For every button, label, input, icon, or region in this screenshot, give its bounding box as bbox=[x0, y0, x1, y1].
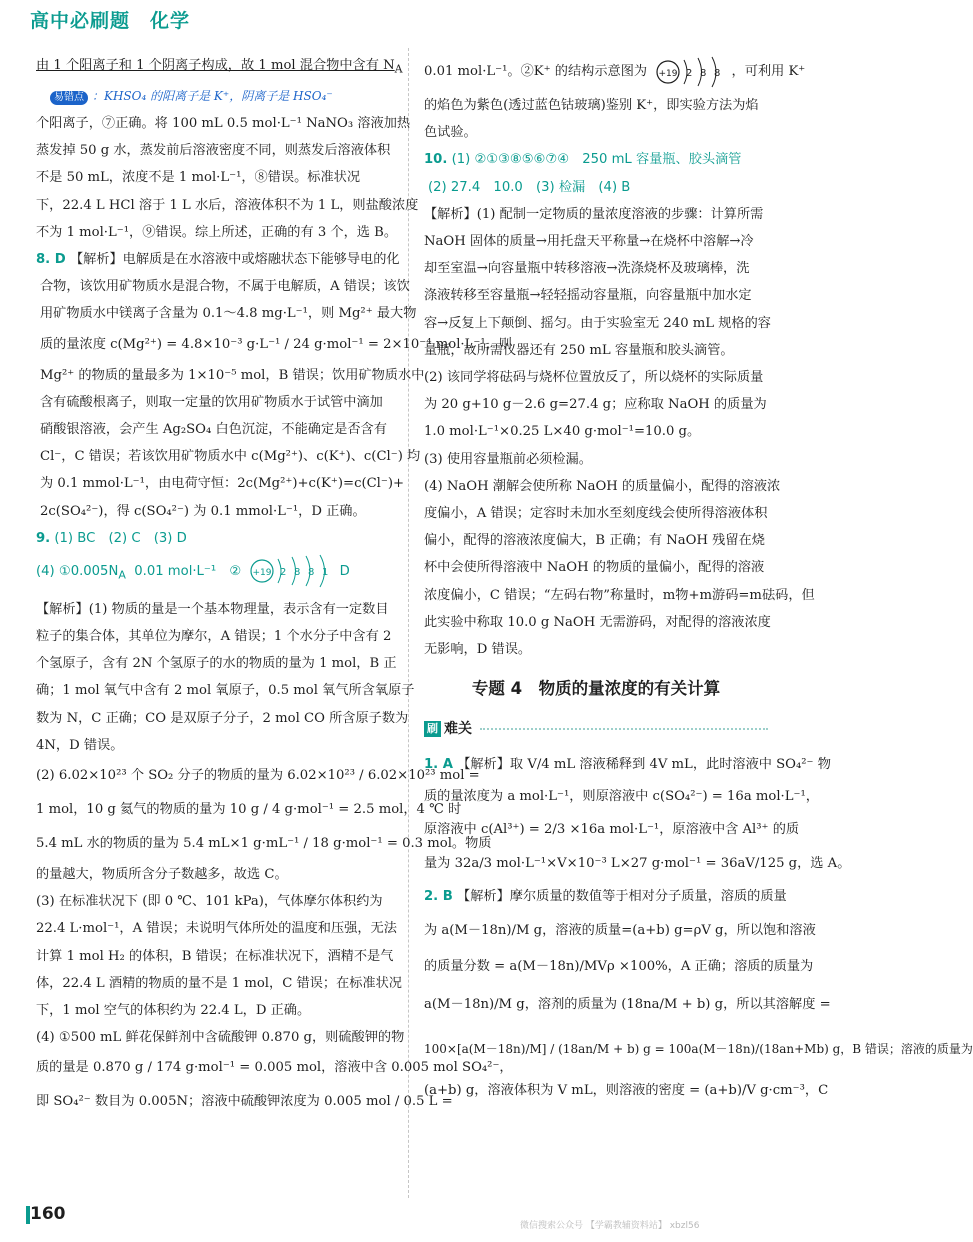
text-line: 合物，该饮用矿物质水是混合物，不属于电解质，A 错误；该饮 bbox=[40, 279, 410, 295]
banner-rule bbox=[480, 728, 768, 730]
answer-line: (1) ②①③⑧⑤⑥⑦④ 250 mL 容量瓶、胶头滴管 bbox=[451, 152, 742, 168]
watermark: 微信搜索公众号 【学霸教辅资料站】 xbzl56 bbox=[520, 1221, 700, 1231]
right-column bbox=[424, 52, 973, 1109]
text-line: 计算 1 mol H₂ 的体积，B 错误；在标准状况下，酒精不是气 bbox=[36, 948, 394, 964]
text-line: 含有硫酸根离子，则取一定量的饮用矿物质水于试管中滴加 bbox=[40, 394, 383, 410]
page-header-title: 高中必刷题 化学 bbox=[30, 10, 191, 32]
formula-line: 即 SO₄²⁻ 数目为 0.005N；溶液中硫酸钾浓度为 0.005 mol / 0.5 L = bbox=[36, 1094, 453, 1110]
text-line: 由 1 个阳离子和 1 个阴离子构成，故 1 mol 混合物中含有 $N_A$ bbox=[36, 58, 403, 76]
text-line: 2c(SO₄²⁻)，得 c(SO₄²⁻) 为 0.1 mmol·L⁻¹，D 正确。 bbox=[40, 503, 366, 519]
text-line: 容→反复上下颠倒、摇匀。由于实验室无 240 mL 规格的容 bbox=[424, 315, 771, 331]
text-line: 22.4 L·mol⁻¹，A 错误；未说明气体所处的温度和压强，无法 bbox=[36, 921, 397, 937]
question-10 bbox=[424, 146, 815, 663]
formula-line: 5.4 mL 水的物质的量为 5.4 mL×1 g·mL⁻¹ / 18 g·mol⁻¹ = 0.3 mol。物质 bbox=[36, 835, 492, 851]
text-line: 无影响，D 错误。 bbox=[424, 642, 532, 658]
text-line: 却至室温→向容量瓶中转移溶液→洗涤烧杯及玻璃棒，洗 bbox=[424, 261, 750, 277]
text-line: 的焰色为紫色(透过蓝色钴玻璃)鉴别 K⁺，即实验方法为焰 bbox=[424, 98, 759, 113]
text-line: 数为 N，C 正确；CO 是双原子分子，2 mol CO 所含原子数为 bbox=[36, 710, 409, 726]
svg-text:8: 8 bbox=[700, 67, 707, 79]
answer-line: (1) BC (2) C (3) D bbox=[54, 530, 187, 546]
text-line: 个阳离子，⑦正确。将 100 mL 0.5 mol·L⁻¹ NaNO₃ 溶液加热 bbox=[36, 116, 411, 132]
question-number: 9. bbox=[36, 530, 51, 546]
text-line: 1.0 mol·L⁻¹×0.25 L×40 g·mol⁻¹=10.0 g。 bbox=[424, 424, 701, 440]
section-title: 专题 4 物质的量浓度的有关计算 bbox=[471, 679, 721, 699]
text-line: 偏小，配得的溶液浓度偏大，B 正确；有 NaOH 残留在烧 bbox=[424, 533, 765, 549]
formula-line: 质的量是 0.870 g / 174 g·mol⁻¹ = 0.005 mol，溶液中含 0.005 mol SO₄²⁻， bbox=[36, 1060, 513, 1076]
question-number: 10. bbox=[424, 152, 448, 168]
text-line: (4) ①500 mL 鲜花保鲜剂中含硫酸钾 0.870 g，则硫酸钾的物 bbox=[36, 1030, 405, 1046]
error-tip-text: ：KHSO₄ 的阳离子是 K⁺，阴离子是 HSO₄⁻ bbox=[92, 88, 333, 103]
text-line: (3) 在标准状况下 (即 0 ℃、101 kPa)，气体摩尔体积约为 bbox=[36, 894, 383, 910]
text-line: (3) 使用容量瓶前必须检漏。 bbox=[424, 451, 592, 467]
formula-line: 质的量浓度 c(Mg²⁺) = 4.8×10⁻³ g·L⁻¹ / 24 g·mol⁻¹ = 2×10⁻⁴ mol·L⁻¹，则 bbox=[40, 336, 512, 352]
text-line: 下，1 mol 空气的体积约为 22.4 L，D 正确。 bbox=[36, 1002, 311, 1018]
error-tip bbox=[36, 83, 398, 110]
text-line: 0.01 mol·L⁻¹。②K⁺ 的结构示意图为 +19 2 8 8 ，可利用 K⁺ bbox=[424, 52, 768, 92]
svg-text:+19: +19 bbox=[658, 68, 678, 79]
svg-text:8: 8 bbox=[294, 567, 301, 579]
formula-line: (2) 6.02×10²³ 个 SO₂ 分子的物质的量为 6.02×10²³ / 6.02×10²³ mol = bbox=[36, 767, 480, 783]
text-line: 不为 1 mol·L⁻¹，⑨错误。综上所述，正确的有 3 个，选 B。 bbox=[36, 224, 398, 240]
text-line: 下，22.4 L HCl 溶于 1 L 水后，溶液体积不为 1 L，则盐酸浓度 bbox=[36, 197, 419, 213]
banner-text: 难关 bbox=[444, 720, 472, 737]
text-line: 为 0.1 mmol·L⁻¹，由电荷守恒：2c(Mg²⁺)+c(K⁺)=c(Cl⁻)+ bbox=[40, 476, 405, 492]
potassium-atom-diagram-icon bbox=[248, 554, 332, 588]
text-line: 【解析】(1) 配制一定物质的量浓度溶液的步骤：计算所需 bbox=[424, 206, 764, 222]
text-line: 粒子的集合体，其单位为摩尔，A 错误；1 个水分子中含有 2 bbox=[36, 628, 392, 644]
answer-line: (2) 27.4 10.0 (3) 检漏 (4) B bbox=[428, 179, 631, 195]
question-number: 8. D bbox=[36, 252, 66, 268]
text-line: 个氢原子，含有 2N 个氢原子的水的物质的量为 1 mol，B 正 bbox=[36, 656, 397, 672]
text-line: 浓度偏小，C 错误；“左码右物”称量时，m物+m游码=m砝码，但 bbox=[424, 587, 815, 603]
question-2 bbox=[424, 881, 973, 1109]
banner-badge: 刷 bbox=[424, 721, 441, 737]
page-number: 160 bbox=[30, 1204, 66, 1224]
column-divider bbox=[408, 48, 409, 1198]
difficulty-banner bbox=[424, 715, 768, 743]
text-line: Cl⁻，C 错误；若该饮用矿物质水中 c(Mg²⁺)、c(K⁺)、c(Cl⁻) 均 bbox=[40, 449, 421, 465]
text-line: 4N，D 错误。 bbox=[36, 737, 124, 753]
question-1 bbox=[424, 749, 851, 881]
formula-line: (a+b) g，溶液体积为 V mL，则溶液的密度 = (a+b)/V g·cm⁻³，C bbox=[424, 1083, 829, 1099]
text-line: Mg²⁺ 的物质的量最多为 1×10⁻⁵ mol，B 错误；饮用矿物质水中 bbox=[40, 367, 425, 383]
svg-text:8: 8 bbox=[714, 67, 721, 79]
text-line: NaOH 固体的质量→用托盘天平称量→在烧杯中溶解→冷 bbox=[424, 234, 754, 250]
text-line: 不是 50 mL，浓度不是 1 mol·L⁻¹，⑧错误。标准状况 bbox=[36, 170, 361, 186]
text-line: (2) 该同学将砝码与烧杯位置放反了，所以烧杯的实际质量 bbox=[424, 370, 764, 386]
formula-line: 原溶液中 c(Al³⁺) = 2/3 ×16a mol·L⁻¹，原溶液中含 Al³⁺ 的质 bbox=[424, 822, 800, 838]
text-line: 【解析】摩尔质量的数值等于相对分子质量，溶质的质量 bbox=[457, 889, 787, 905]
text-line: 为 20 g+10 g－2.6 g=27.4 g；应称取 NaOH 的质量为 bbox=[424, 397, 767, 413]
text-line: 度偏小，A 错误；定容时未加水至刻度线会使所得溶液体积 bbox=[424, 506, 768, 522]
formula-line: 1 mol，10 g 氦气的物质的量为 10 g / 4 g·mol⁻¹ = 2.5 mol，4 ℃ 时 bbox=[36, 801, 462, 817]
text-line: 【解析】电解质是在水溶液中或熔融状态下能够导电的化 bbox=[69, 252, 400, 268]
atom-nucleus: +19 bbox=[252, 568, 272, 579]
text-line: 涤液转移至容量瓶→轻轻摇动容量瓶，向容量瓶中加水定 bbox=[424, 288, 752, 304]
text-line: 【解析】(1) 物质的量是一个基本物理量，表示含有一定数目 bbox=[36, 601, 389, 617]
text-line: (4) NaOH 潮解会使所称 NaOH 的质量偏小，配得的溶液浓 bbox=[424, 478, 781, 494]
text-line: 用矿物质水中镁离子含量为 0.1～4.8 mg·L⁻¹，则 Mg²⁺ 最大物 bbox=[40, 306, 417, 322]
formula-line: 100×[a(M－18n)/M] / (18an/M + b) g = 100a(M－18n)/(18an+Mb) g，B 错误；溶液的质量为 bbox=[424, 1042, 973, 1057]
text-line: 的量越大，物质所含分子数越多，故选 C。 bbox=[36, 866, 288, 882]
question-number: 2. B bbox=[424, 889, 453, 905]
potassium-ion-diagram-icon bbox=[654, 55, 724, 89]
formula-line: 为 a(M－18n)/M g，溶液的质量=(a+b) g=ρV g，所以饱和溶液 bbox=[424, 923, 816, 939]
svg-text:2: 2 bbox=[686, 67, 693, 79]
formula-line: 量为 32a/3 mol·L⁻¹×V×10⁻³ L×27 g·mol⁻¹ = 36aV/125 g，选 A。 bbox=[424, 856, 851, 872]
formula-line: 的质量分数 = a(M－18n)/MVρ ×100%，A 正确；溶质的质量为 bbox=[424, 959, 814, 975]
text-line: 硝酸银溶液，会产生 Ag₂SO₄ 白色沉淀，不能确定是否含有 bbox=[40, 422, 387, 438]
svg-text:8: 8 bbox=[308, 567, 315, 579]
formula-line: a(M－18n)/M g，溶剂的质量为 (18na/M + b) g，所以其溶解度 = bbox=[424, 997, 831, 1013]
error-tip-badge: 易错点 bbox=[50, 91, 88, 105]
text-line: 色试验。 bbox=[424, 125, 477, 141]
text-line: 质的量浓度为 a mol·L⁻¹，则原溶液中 c(SO₄²⁻) = 16a mol·L⁻¹， bbox=[424, 789, 819, 805]
text-line: 体，22.4 L 酒精的物质的量不是 1 mol，C 错误；在标准状况 bbox=[36, 975, 402, 991]
text-line: 确；1 mol 氧气中含有 2 mol 氧原子，0.5 mol 氧气所含氧原子 bbox=[36, 683, 415, 699]
question-number: 1. A bbox=[424, 757, 453, 773]
text-line: 蒸发掉 50 g 水，蒸发前后溶液密度不同，则蒸发后溶液体积 bbox=[36, 143, 391, 159]
text-line: 量瓶，故所需仪器还有 250 mL 容量瓶和胶头滴管。 bbox=[424, 342, 734, 358]
text-line: 杯中会使所得溶液中 NaOH 的物质的量偏小，配得的溶液 bbox=[424, 560, 765, 576]
svg-text:1: 1 bbox=[322, 567, 329, 579]
text-line: 【解析】取 V/4 mL 溶液稀释到 4V mL，此时溶液中 SO₄²⁻ 物 bbox=[457, 757, 831, 773]
text-line: 此实验中称取 10.0 g NaOH 无需游码，对配得的溶液浓度 bbox=[424, 614, 771, 630]
answer-line: (4) $①0.005N_A$ 0.01 mol·L⁻¹ ② +19 2 8 8 1 D bbox=[36, 552, 398, 596]
svg-text:2: 2 bbox=[280, 567, 287, 579]
